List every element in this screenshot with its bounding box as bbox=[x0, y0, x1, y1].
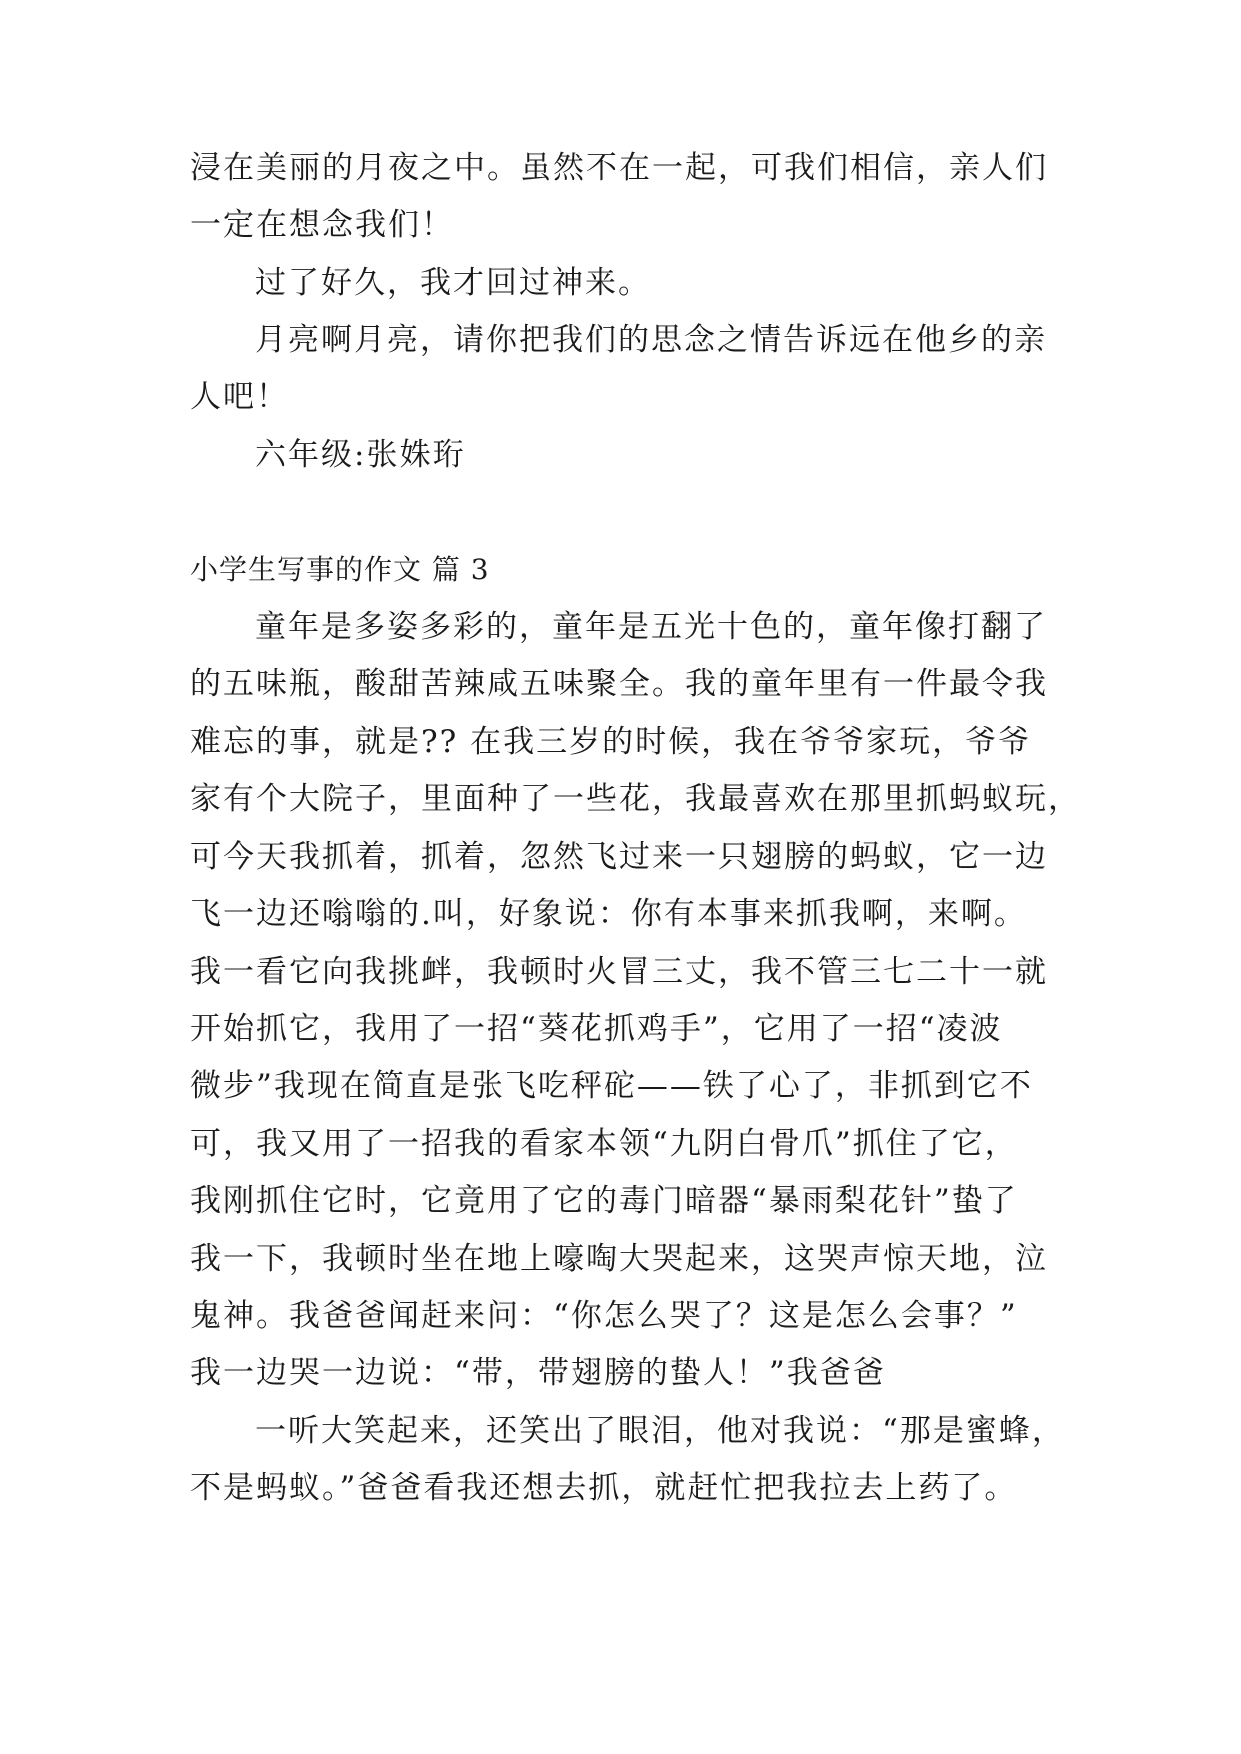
paragraph-line: 我一边哭一边说：“带，带翅膀的蛰人！”我爸爸 bbox=[190, 1355, 886, 1391]
paragraph-line: 浸在美丽的月夜之中。虽然不在一起，可我们相信，亲人们 bbox=[190, 150, 1048, 186]
paragraph-line: 人吧！ bbox=[190, 379, 289, 415]
paragraph-line: 一定在想念我们！ bbox=[190, 207, 454, 243]
paragraph-line: 一听大笑起来，还笑出了眼泪，他对我说：“那是蜜蜂， bbox=[255, 1413, 1065, 1449]
paragraph-line: 难忘的事，就是?? 在我三岁的时候，我在爷爷家玩，爷爷 bbox=[190, 724, 1032, 760]
paragraph-line: 我一下，我顿时坐在地上嚎啕大哭起来，这哭声惊天地，泣 bbox=[190, 1241, 1048, 1277]
paragraph-line: 月亮啊月亮，请你把我们的思念之情告诉远在他乡的亲 bbox=[255, 322, 1047, 358]
paragraph-line: 家有个大院子，里面种了一些花，我最喜欢在那里抓蚂蚁玩， bbox=[190, 781, 1081, 817]
paragraph-line: 微步”我现在简直是张飞吃秤砣——铁了心了，非抓到它不 bbox=[190, 1068, 1033, 1104]
paragraph-line: 不是蚂蚁。”爸爸看我还想去抓，就赶忙把我拉去上药了。 bbox=[190, 1470, 1018, 1506]
paragraph-line: 鬼神。我爸爸闻赶来问：“你怎么哭了？这是怎么会事？” bbox=[190, 1298, 1018, 1334]
paragraph-line: 过了好久，我才回过神来。 bbox=[255, 265, 651, 301]
author-line: 六年级:张姝珩 bbox=[255, 437, 466, 473]
paragraph-line: 我刚抓住它时，它竟用了它的毒门暗器“暴雨梨花针”蛰了 bbox=[190, 1183, 1018, 1219]
paragraph-line: 飞一边还嗡嗡的.叫，好象说：你有本事来抓我啊，来啊。 bbox=[190, 896, 1027, 932]
section-heading: 小学生写事的作文 篇 3 bbox=[190, 553, 490, 586]
paragraph-line: 我一看它向我挑衅，我顿时火冒三丈，我不管三七二十一就 bbox=[190, 954, 1048, 990]
paragraph-line: 可今天我抓着，抓着，忽然飞过来一只翅膀的蚂蚁，它一边 bbox=[190, 839, 1048, 875]
paragraph-line: 童年是多姿多彩的，童年是五光十色的，童年像打翻了 bbox=[255, 609, 1047, 645]
paragraph-line: 的五味瓶，酸甜苦辣咸五味聚全。我的童年里有一件最令我 bbox=[190, 666, 1048, 702]
paragraph-line: 可，我又用了一招我的看家本领“九阴白骨爪”抓住了它， bbox=[190, 1126, 1018, 1162]
paragraph-line: 开始抓它，我用了一招“葵花抓鸡手”，它用了一招“凌波 bbox=[190, 1011, 1003, 1047]
